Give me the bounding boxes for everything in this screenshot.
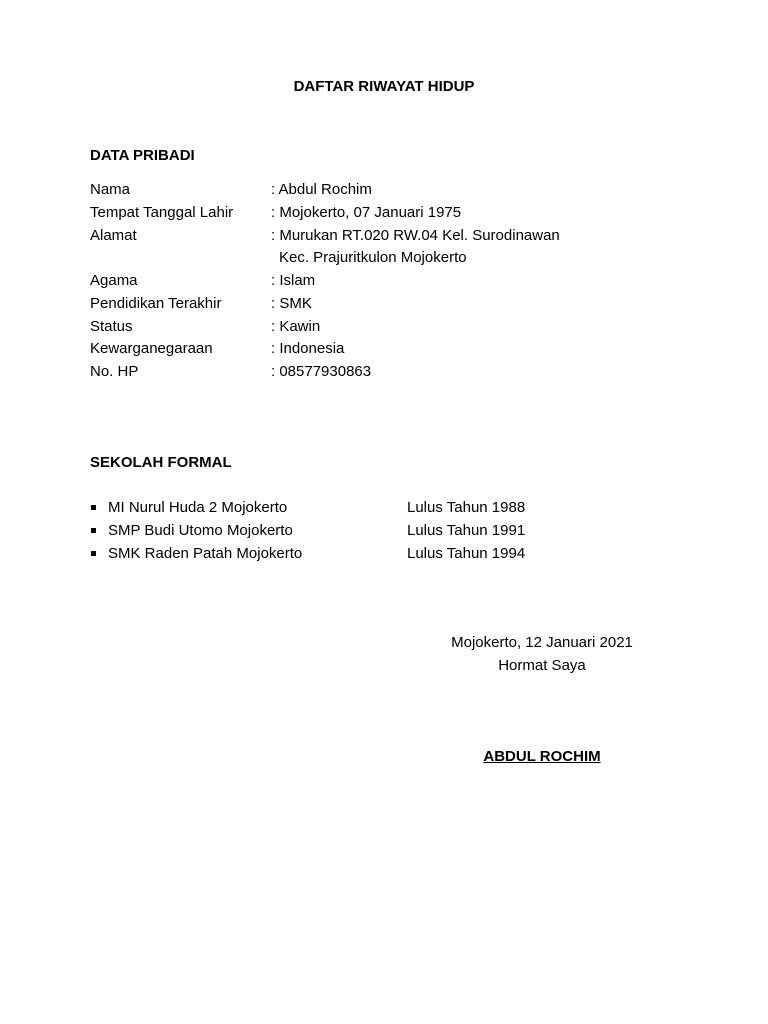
graduation-year: Lulus Tahun 1994 xyxy=(407,545,526,562)
value-status: : Kawin xyxy=(271,318,321,335)
label-pendidikan: Pendidikan Terakhir xyxy=(90,295,222,312)
school-name: SMP Budi Utomo Mojokerto xyxy=(108,522,293,539)
label-no-hp: No. HP xyxy=(90,363,139,380)
school-name: SMK Raden Patah Mojokerto xyxy=(108,545,303,562)
personal-data-heading: DATA PRIBADI xyxy=(90,147,195,164)
label-ttl: Tempat Tanggal Lahir xyxy=(90,204,234,221)
value-alamat-line2: Kec. Prajuritkulon Mojokerto xyxy=(279,249,467,266)
graduation-year: Lulus Tahun 1988 xyxy=(407,499,526,516)
signature-name: ABDUL ROCHIM xyxy=(483,748,601,765)
label-status: Status xyxy=(90,318,133,335)
bullet-icon xyxy=(91,528,96,533)
value-no-hp: : 08577930863 xyxy=(271,363,372,380)
bullet-icon xyxy=(91,505,96,510)
document-title: DAFTAR RIWAYAT HIDUP xyxy=(293,78,475,95)
label-agama: Agama xyxy=(90,272,138,289)
value-alamat: : Murukan RT.020 RW.04 Kel. Surodinawan xyxy=(271,227,560,244)
graduation-year: Lulus Tahun 1991 xyxy=(407,522,526,539)
school-name: MI Nurul Huda 2 Mojokerto xyxy=(108,499,288,516)
value-nama: : Abdul Rochim xyxy=(271,181,372,198)
label-nama: Nama xyxy=(90,181,131,198)
education-heading: SEKOLAH FORMAL xyxy=(90,454,232,471)
value-pendidikan: : SMK xyxy=(271,295,312,312)
value-agama: : Islam xyxy=(271,272,316,289)
bullet-icon xyxy=(91,551,96,556)
place-date: Mojokerto, 12 Januari 2021 xyxy=(451,634,633,651)
value-kewarganegaraan: : Indonesia xyxy=(271,340,345,357)
value-ttl: : Mojokerto, 07 Januari 1975 xyxy=(271,204,462,221)
closing-greeting: Hormat Saya xyxy=(498,657,586,674)
label-kewarganegaraan: Kewarganegaraan xyxy=(90,340,213,357)
label-alamat: Alamat xyxy=(90,227,137,244)
